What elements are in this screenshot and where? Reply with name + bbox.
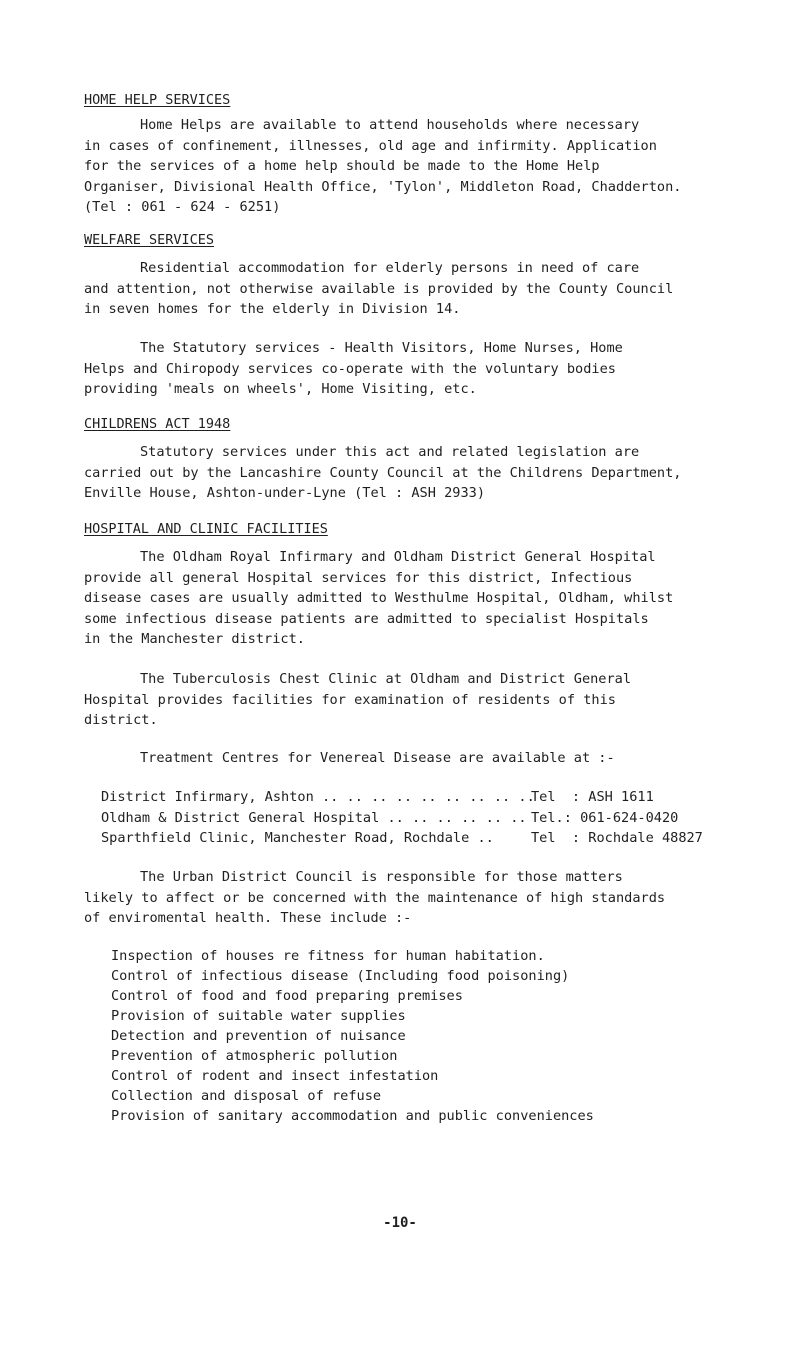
treatment-centres-list bbox=[101, 787, 761, 849]
text-line: of enviromental health. These include :- bbox=[84, 910, 412, 926]
treatment-centre-row bbox=[101, 787, 761, 808]
list-item: Control of infectious disease (Including food poisoning) bbox=[111, 968, 570, 984]
text-line: Treatment Centres for Venereal Disease are available at :- bbox=[140, 750, 615, 766]
hospital-paragraph-2 bbox=[84, 669, 764, 731]
list-item: Provision of suitable water supplies bbox=[111, 1008, 406, 1024]
childrens-act-heading: CHILDRENS ACT 1948 bbox=[84, 416, 231, 432]
treatment-centre-row bbox=[101, 808, 761, 829]
text-line: Home Helps are available to attend households where necessary bbox=[140, 117, 640, 133]
childrens-act-paragraph bbox=[84, 442, 764, 504]
text-line: provide all general Hospital services for this district, Infectious bbox=[84, 569, 633, 586]
treatment-centre-row bbox=[101, 828, 761, 849]
text-line: The Tuberculosis Chest Clinic at Oldham and District General bbox=[140, 671, 632, 687]
text-line: The Urban District Council is responsible for those matters bbox=[140, 869, 623, 885]
text-line: The Statutory services - Health Visitors, Home Nurses, Home bbox=[140, 340, 623, 356]
text-line: likely to affect or be concerned with the maintenance of high standards bbox=[84, 889, 666, 906]
text-line: providing 'meals on wheels', Home Visiting, etc. bbox=[84, 381, 477, 397]
centre-name: District Infirmary, Ashton .. .. .. .. .. .. .. .. .. bbox=[101, 789, 535, 805]
welfare-paragraph-2 bbox=[84, 338, 764, 400]
text-line: Residential accommodation for elderly persons in need of care bbox=[140, 260, 640, 276]
text-line: some infectious disease patients are admitted to specialist Hospitals bbox=[84, 610, 649, 627]
text-line: carried out by the Lancashire County Council at the Childrens Department, bbox=[84, 464, 682, 481]
hospital-heading: HOSPITAL AND CLINIC FACILITIES bbox=[84, 521, 328, 537]
list-item: Prevention of atmospheric pollution bbox=[111, 1048, 398, 1064]
text-line: for the services of a home help should be made to the Home Help bbox=[84, 158, 600, 174]
home-help-heading: HOME HELP SERVICES bbox=[84, 92, 231, 108]
list-item: Control of rodent and insect infestation bbox=[111, 1068, 439, 1084]
list-item: Detection and prevention of nuisance bbox=[111, 1028, 406, 1044]
centre-telephone: Tel : ASH 1611 bbox=[531, 789, 654, 805]
treatment-intro bbox=[84, 748, 764, 769]
text-line: Hospital provides facilities for examination of residents of this bbox=[84, 691, 616, 708]
text-line: disease cases are usually admitted to Westhulme Hospital, Oldham, whilst bbox=[84, 590, 674, 606]
list-item: Control of food and food preparing premises bbox=[111, 988, 463, 1004]
text-line: in cases of confinement, illnesses, old age and infirmity. Application bbox=[84, 137, 657, 154]
list-item: Collection and disposal of refuse bbox=[111, 1088, 382, 1104]
list-item: Inspection of houses re fitness for human habitation. bbox=[111, 948, 545, 964]
text-line: The Oldham Royal Infirmary and Oldham District General Hospital bbox=[140, 549, 656, 565]
text-line: Enville House, Ashton-under-Lyne (Tel : ASH 2933) bbox=[84, 485, 486, 501]
centre-name: Oldham & District General Hospital .. .. .. .. .. .. bbox=[101, 809, 527, 826]
welfare-heading: WELFARE SERVICES bbox=[84, 232, 215, 248]
urban-council-paragraph bbox=[84, 867, 764, 929]
list-item: Provision of sanitary accommodation and public conveniences bbox=[111, 1108, 594, 1124]
text-line: and attention, not otherwise available is provided by the County Council bbox=[84, 280, 674, 297]
page-number: -10- bbox=[383, 1215, 417, 1231]
welfare-paragraph-1 bbox=[84, 258, 764, 320]
urban-council-responsibilities bbox=[111, 946, 771, 1126]
centre-telephone: Tel.: 061-624-0420 bbox=[531, 809, 679, 826]
text-line: in the Manchester district. bbox=[84, 631, 305, 647]
text-line: Organiser, Divisional Health Office, 'Tylon', Middleton Road, Chadderton. bbox=[84, 178, 682, 195]
hospital-paragraph-1 bbox=[84, 547, 764, 650]
text-line: in seven homes for the elderly in Division 14. bbox=[84, 301, 461, 317]
centre-telephone: Tel : Rochdale 48827 bbox=[531, 830, 703, 846]
home-help-paragraph bbox=[84, 115, 764, 218]
text-line: Statutory services under this act and related legislation are bbox=[140, 444, 640, 460]
text-line: (Tel : 061 - 624 - 6251) bbox=[84, 199, 281, 215]
centre-name: Sparthfield Clinic, Manchester Road, Rochdale .. bbox=[101, 830, 494, 846]
text-line: district. bbox=[84, 712, 158, 728]
text-line: Helps and Chiropody services co-operate with the voluntary bodies bbox=[84, 360, 616, 377]
